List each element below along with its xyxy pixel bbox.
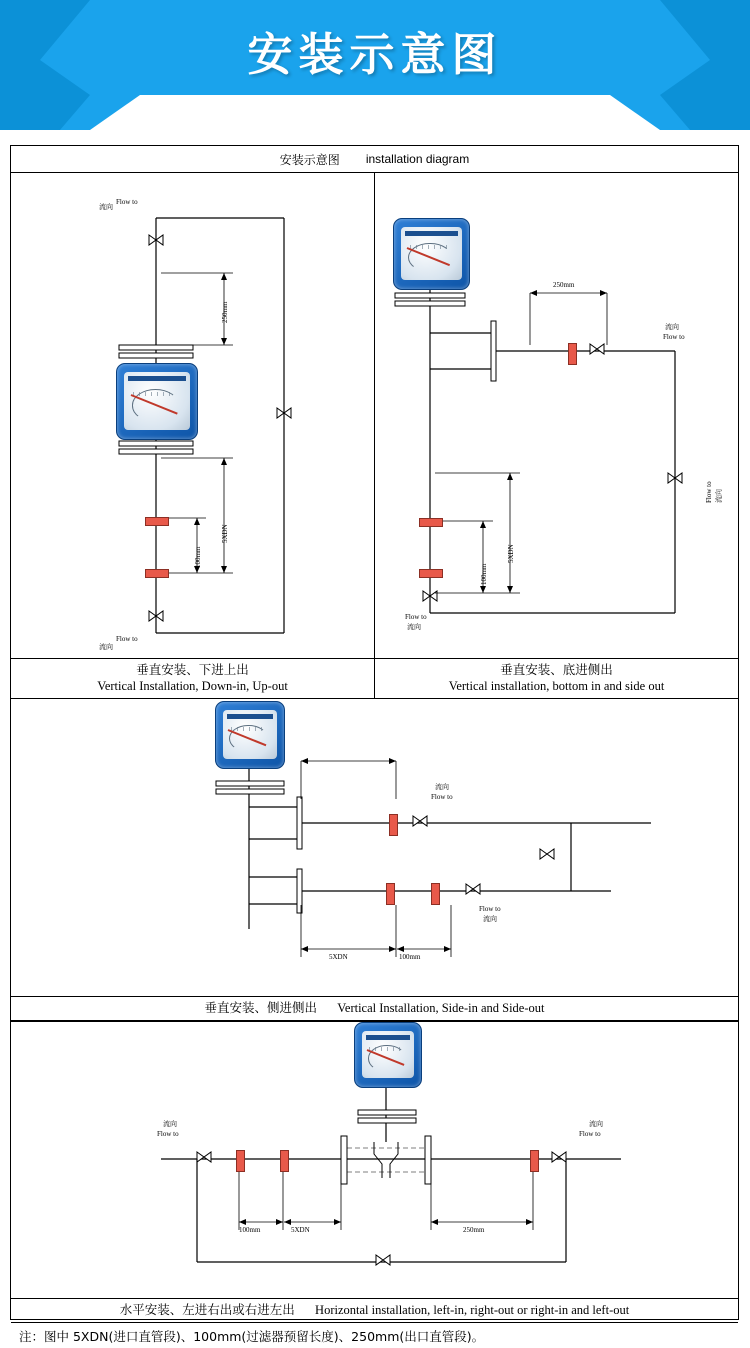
dimension-100mm: 100mm <box>399 953 421 961</box>
filter-element <box>419 569 443 578</box>
filter-element <box>145 517 169 526</box>
filter-element <box>386 883 395 905</box>
filter-element <box>145 569 169 578</box>
dimension-5xdn: 5XDN <box>329 953 348 961</box>
flow-label-en: Flow to <box>431 793 453 801</box>
panel-vertical-side-in-side-out <box>11 698 738 1021</box>
panel-4-caption <box>11 1298 738 1322</box>
panel-3-caption-cn: 垂直安装、侧进侧出 <box>204 1000 317 1015</box>
panel-vertical-down-in-up-out <box>11 173 375 698</box>
flow-label-en: Flow to <box>116 198 138 206</box>
flowmeter-ticks <box>410 245 449 249</box>
flow-label-cn: 流向 <box>407 623 421 631</box>
flow-label-cn: 流向 <box>99 643 113 651</box>
panel-3-drawing <box>11 699 738 996</box>
flowmeter-ticks <box>231 727 266 731</box>
flowmeter-device <box>116 363 198 440</box>
filter-element <box>280 1150 289 1172</box>
dimension-100mm: 100mm <box>194 546 202 568</box>
flowmeter-face <box>223 710 277 759</box>
panel-2-caption-cn: 垂直安装、底进侧出 <box>500 662 613 677</box>
filter-element <box>568 343 577 365</box>
frame-header <box>11 146 738 173</box>
flowmeter-device <box>215 701 285 769</box>
flow-label-en: Flow to <box>405 613 427 621</box>
panel-1-drawing <box>11 173 374 658</box>
panel-horizontal-left-in-right-out <box>11 1021 738 1322</box>
flow-label-cn: 流向 <box>665 323 679 331</box>
panel-1-caption-cn: 垂直安装、下进上出 <box>136 662 249 677</box>
dimension-100mm: 100mm <box>480 563 488 585</box>
flow-label-cn: 流向 <box>715 489 723 503</box>
dimension-5xdn: 5XDN <box>507 544 515 563</box>
page-banner <box>0 0 750 130</box>
panel-3-svg <box>11 699 738 996</box>
frame-header-en: installation diagram <box>365 152 470 166</box>
dimension-5xdn: 5XDN <box>291 1226 310 1234</box>
dimension-5xdn: 5XDN <box>221 524 229 543</box>
panel-4-caption-cn: 水平安装、左进右出或右进左出 <box>119 1302 295 1317</box>
frame-header-cn: 安装示意图 <box>279 152 340 167</box>
flow-label-en: Flow to <box>116 635 138 643</box>
flowmeter-device <box>354 1022 422 1088</box>
panel-2-caption <box>375 658 738 698</box>
flowmeter-face <box>124 372 190 430</box>
flow-label-cn: 流向 <box>589 1120 603 1128</box>
panel-3-caption-en: Vertical Installation, Side-in and Side-out <box>337 1001 545 1015</box>
flowmeter-face <box>362 1031 414 1078</box>
panel-vertical-bottom-in-side-out <box>375 173 738 698</box>
dimension-250mm: 250mm <box>221 301 229 323</box>
flowmeter-ticks <box>133 392 175 396</box>
flow-label-en: Flow to <box>157 1130 179 1138</box>
diagram-note: 注：图中 5XDN(进口直管段)、100mm(过滤器预留长度)、250mm(出口直管段)。 <box>11 1322 738 1345</box>
panel-2-drawing <box>375 173 738 658</box>
dimension-100mm: 100mm <box>239 1226 261 1234</box>
panel-4-drawing <box>11 1022 738 1298</box>
panel-1-caption <box>11 658 374 698</box>
panel-row-1 <box>11 173 738 698</box>
flow-label-cn: 流向 <box>435 783 449 791</box>
dimension-250mm: 250mm <box>553 281 575 289</box>
flow-label-en: Flow to <box>663 333 685 341</box>
dimension-250mm: 250mm <box>463 1226 485 1234</box>
filter-element <box>419 518 443 527</box>
flowmeter-ticks <box>369 1047 402 1051</box>
panel-1-caption-en: Vertical Installation, Down-in, Up-out <box>97 679 288 693</box>
flow-label-en: Flow to <box>705 481 713 503</box>
flow-label-en: Flow to <box>579 1130 601 1138</box>
flow-label-cn: 流向 <box>483 915 497 923</box>
filter-element <box>530 1150 539 1172</box>
flowmeter-device <box>393 218 470 290</box>
panel-2-caption-en: Vertical installation, bottom in and side out <box>448 679 665 693</box>
filter-element <box>236 1150 245 1172</box>
diagram-frame <box>10 145 739 1344</box>
flowmeter-face <box>401 227 462 280</box>
flow-label-cn: 流向 <box>99 203 113 211</box>
filter-element <box>389 814 398 836</box>
flow-label-en: Flow to <box>479 905 501 913</box>
banner-title: 安装示意图 <box>247 27 503 81</box>
panel-4-caption-en: Horizontal installation, left-in, right-out or right-in and left-out <box>315 1303 630 1317</box>
filter-element <box>431 883 440 905</box>
flow-label-cn: 流向 <box>163 1120 177 1128</box>
panel-3-caption <box>11 996 738 1020</box>
